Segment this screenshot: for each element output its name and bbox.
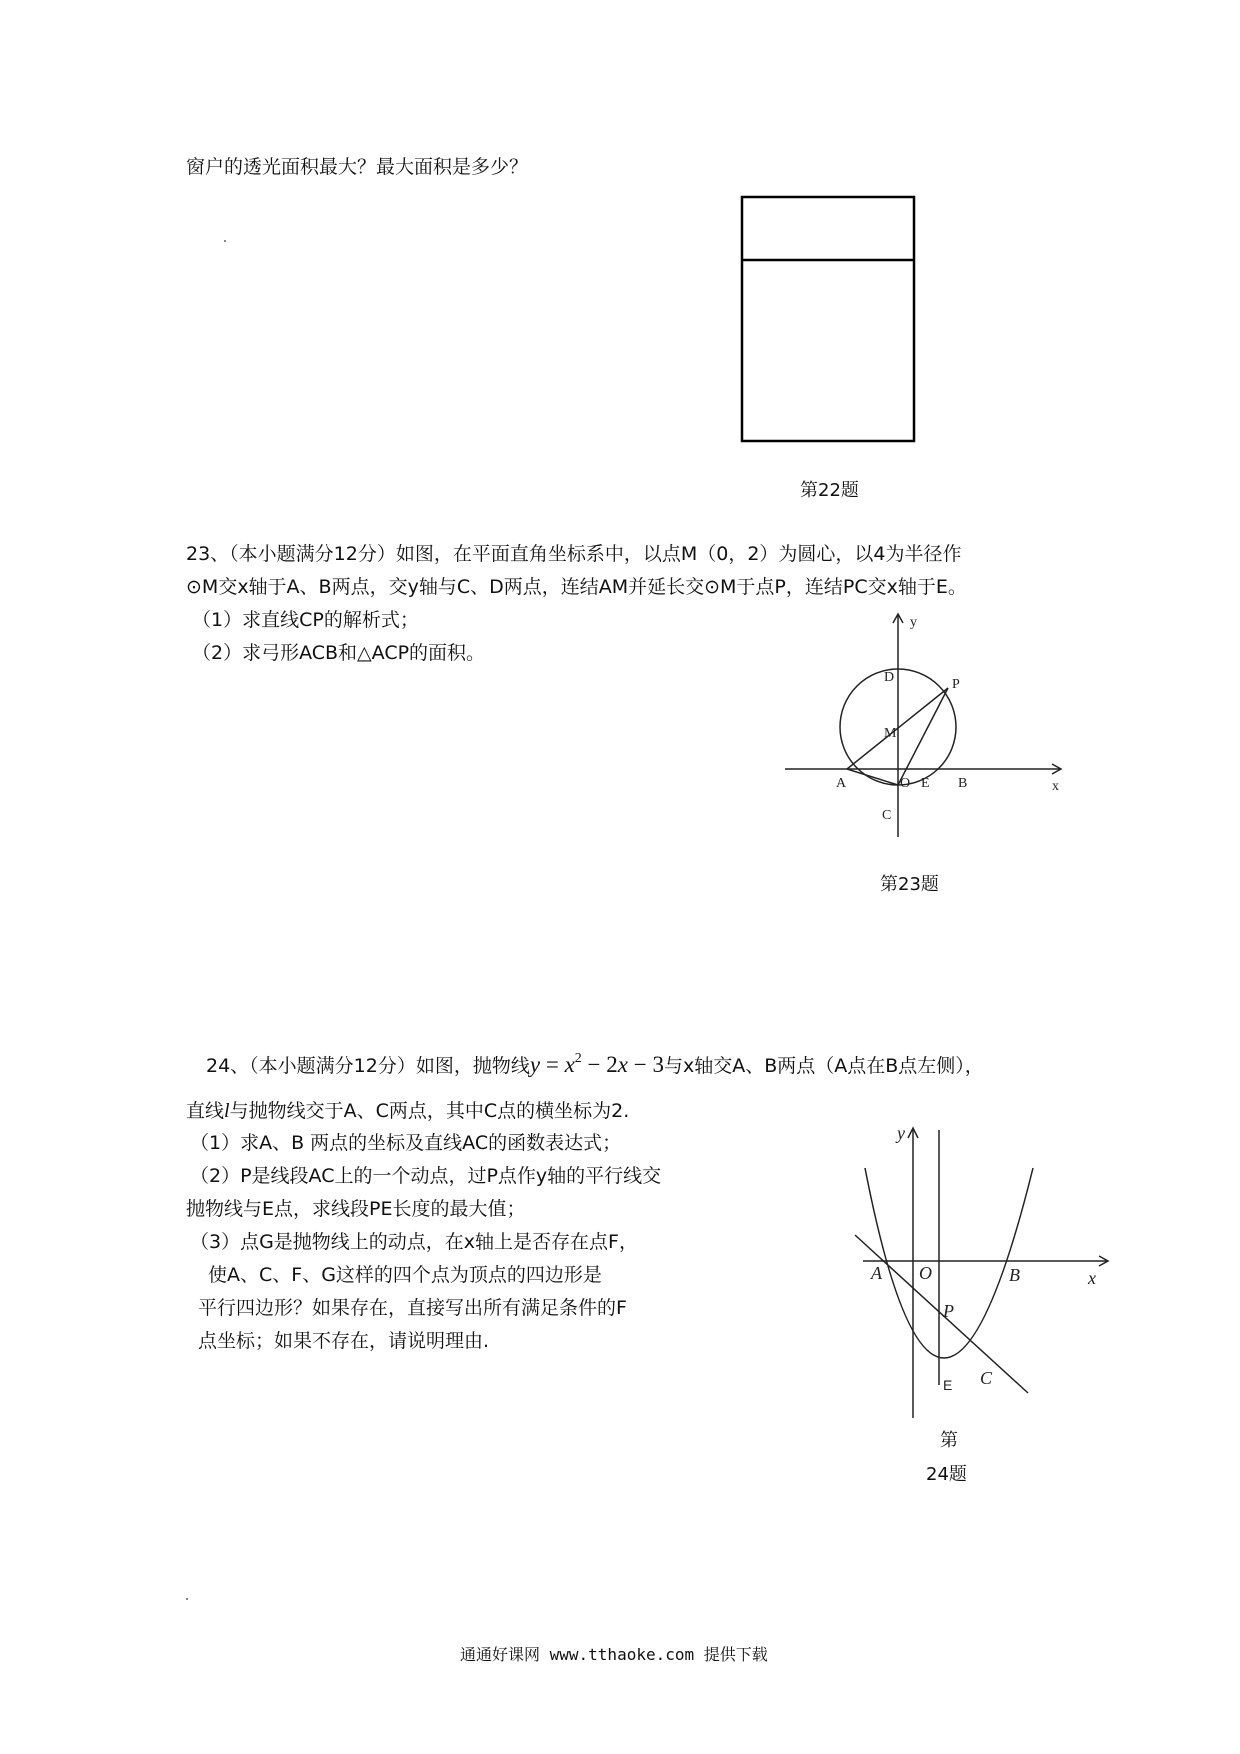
window-outer-frame <box>742 197 914 441</box>
q24-caption-line1: 第 <box>940 1430 958 1451</box>
label-m: M <box>884 726 897 741</box>
label-c: C <box>980 1368 993 1388</box>
segment-pc <box>898 688 948 785</box>
q23-part2: （2）求弓形ACB和△ACP的面积。 <box>192 642 486 664</box>
label-e: E <box>921 776 930 791</box>
q24-parabola-figure <box>845 1118 1115 1418</box>
q23-circle-figure <box>780 612 1070 842</box>
q22-window-figure <box>740 195 920 445</box>
q24-part3b: 使A、C、F、G这样的四个点为顶点的四边形是 <box>208 1264 602 1286</box>
q24-equation <box>530 1052 664 1077</box>
stray-dot <box>186 1598 188 1600</box>
label-p: P <box>952 677 960 692</box>
eq-minus-2: − 2 <box>581 1052 618 1077</box>
eq-x-linear: x <box>617 1052 628 1077</box>
q22-text: 窗户的透光面积最大？最大面积是多少？ <box>186 156 529 178</box>
q24-part2a: （2）P是线段AC上的一个动点，过P点作y轴的平行线交 <box>190 1165 662 1187</box>
segment-ac <box>847 769 898 785</box>
q24-line1 <box>206 1052 984 1076</box>
eq-x: x <box>564 1052 575 1077</box>
q23-line2: ⊙M交x轴于A、B两点，交y轴与C、D两点，连结AM并延长交⊙M于点P，连结PC交x轴于E。 <box>186 576 967 598</box>
eq-minus-3: − 3 <box>627 1052 664 1077</box>
footer-text: 通通好课网 www.tthaoke.com 提供下载 <box>460 1645 768 1664</box>
label-a: A <box>836 776 847 791</box>
label-e: E <box>943 1377 953 1393</box>
parabola <box>865 1168 1033 1358</box>
label-y: y <box>910 615 917 630</box>
label-p: P <box>943 1301 954 1321</box>
eq-equals: = <box>540 1052 565 1077</box>
q24-line2 <box>186 1101 629 1121</box>
q22-caption: 第22题 <box>800 480 859 501</box>
line-ac <box>855 1235 1028 1393</box>
eq-y: y <box>529 1052 541 1077</box>
label-b: B <box>958 776 968 791</box>
q24-caption-line2: 24题 <box>926 1464 967 1485</box>
q23-caption: 第23题 <box>880 874 939 895</box>
q24-line-l: l <box>224 1100 230 1122</box>
q23-part1: （1）求直线CP的解析式； <box>192 609 419 631</box>
label-d: D <box>884 670 895 685</box>
q24-part2b: 抛物线与E点，求线段PE长度的最大值； <box>186 1198 526 1220</box>
q24-line2-suffix: 与抛物线交于A、C两点，其中C点的横坐标为2. <box>229 1100 630 1122</box>
q24-part1: （1）求A、B 两点的坐标及直线AC的函数表达式； <box>190 1132 622 1154</box>
q24-line1-suffix: 与x轴交A、B两点（A点在B点左侧）， <box>663 1055 984 1077</box>
q24-part3d: 点坐标；如果不存在，请说明理由. <box>198 1330 490 1352</box>
q23-line1: 23、（本小题满分12分）如图，在平面直角坐标系中，以点M（0，2）为圆心，以4为半径作 <box>186 543 962 565</box>
label-o: O <box>900 776 911 791</box>
eq-exponent: 2 <box>574 1051 582 1066</box>
label-x: x <box>1088 1268 1096 1288</box>
q24-part3a: （3）点G是抛物线上的动点，在x轴上是否存在点F， <box>190 1231 638 1253</box>
label-c: C <box>882 808 892 823</box>
label-b: B <box>1009 1265 1020 1285</box>
q24-part3c: 平行四边形？如果存在，直接写出所有满足条件的F <box>198 1297 627 1319</box>
label-y: y <box>897 1123 905 1143</box>
label-x: x <box>1052 779 1059 794</box>
stray-dot <box>224 240 226 242</box>
label-o: O <box>919 1263 932 1283</box>
q24-line2-prefix: 直线 <box>186 1100 225 1122</box>
label-a: A <box>871 1263 882 1283</box>
q24-line1-prefix: 24、（本小题满分12分）如图，抛物线 <box>206 1055 530 1077</box>
